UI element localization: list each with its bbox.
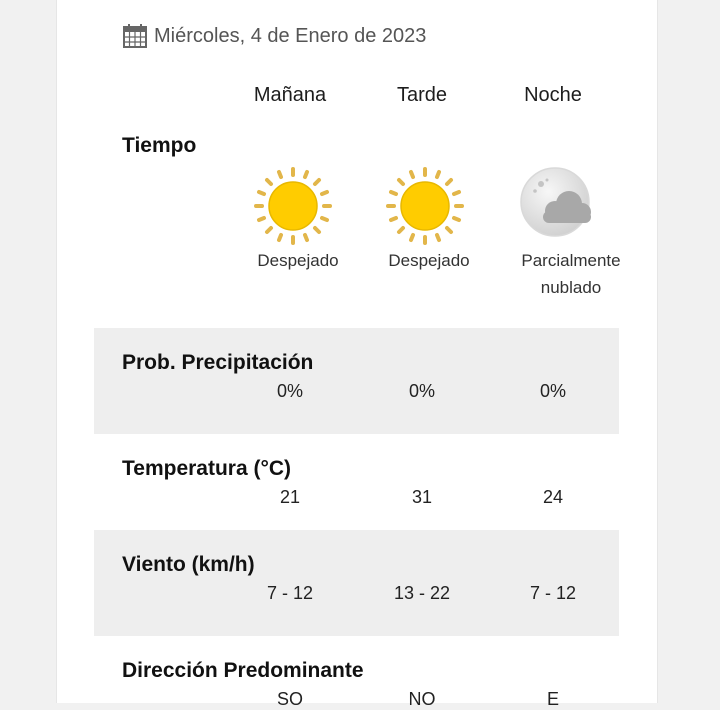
wind-morning: 7 - 12 [266, 583, 314, 603]
temperature-afternoon: 31 [411, 487, 433, 507]
wind-night: 7 - 12 [529, 583, 577, 603]
precipitation-afternoon: 0% [408, 381, 435, 401]
column-morning: Mañana [253, 84, 327, 106]
partly-cloudy-night-icon [517, 166, 597, 246]
temperature-night: 24 [542, 487, 564, 507]
condition-night: Parcialmente nublado [521, 251, 621, 297]
direction-morning: SO [276, 689, 303, 709]
wind-afternoon: 13 - 22 [393, 583, 451, 603]
temperature-row-title: Temperatura (°C) [122, 457, 292, 480]
date-header [122, 22, 426, 50]
temperature-morning: 21 [279, 487, 301, 507]
weather-row-title: Tiempo [122, 134, 197, 157]
sun-icon [253, 166, 333, 246]
precipitation-row-title: Prob. Precipitación [122, 351, 314, 374]
direction-night: E [546, 689, 559, 709]
condition-afternoon: Despejado [388, 251, 470, 270]
wind-row-title: Viento (km/h) [122, 553, 255, 576]
date-text: Miércoles, 4 de Enero de 2023 [154, 24, 427, 47]
calendar-icon [122, 23, 148, 49]
precipitation-night: 0% [539, 381, 566, 401]
condition-morning: Despejado [257, 251, 339, 270]
precipitation-morning: 0% [276, 381, 303, 401]
column-afternoon: Tarde [396, 84, 448, 106]
direction-row-title: Dirección Predominante [122, 659, 364, 682]
direction-afternoon: NO [408, 689, 436, 709]
column-night: Noche [524, 84, 582, 106]
sun-icon [385, 166, 465, 246]
